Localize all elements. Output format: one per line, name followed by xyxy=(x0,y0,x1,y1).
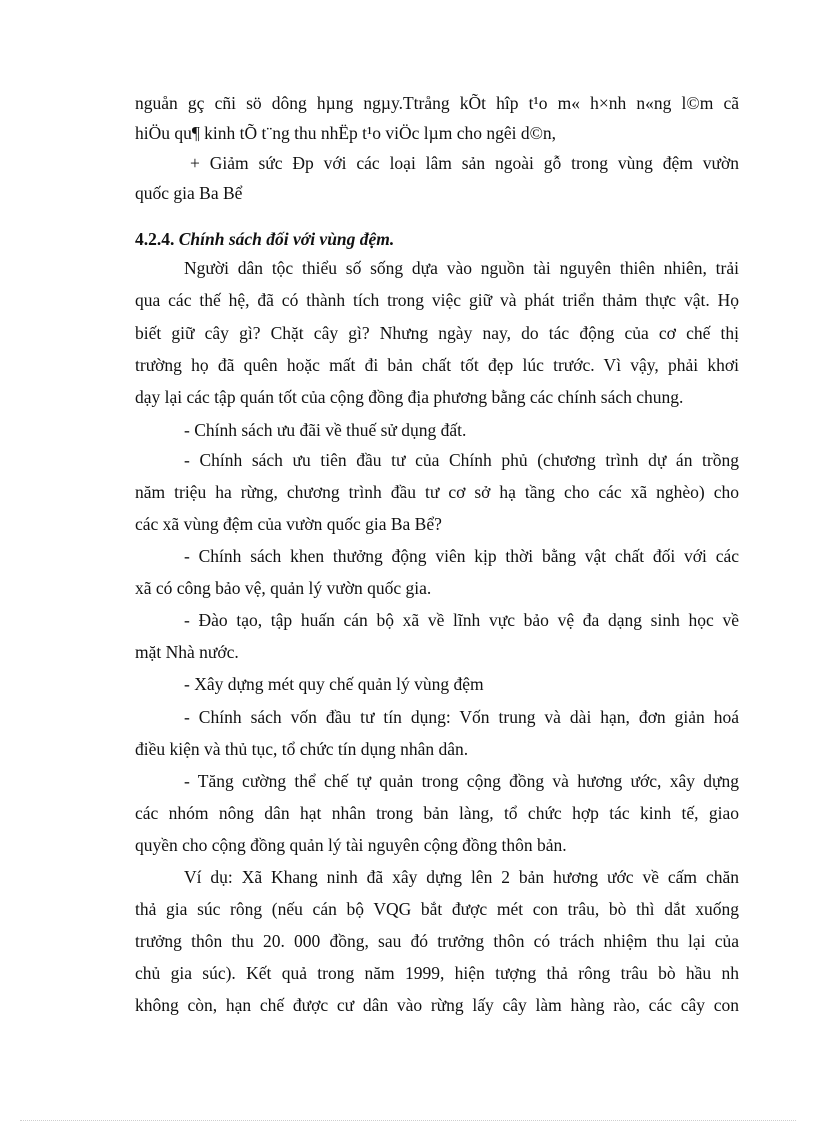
paragraph-line: biết giữ cây gì? Chặt cây gì? Nhưng ngày nay, do tác động của cơ chế thị xyxy=(135,323,739,343)
section-heading-number: 4.2.4. xyxy=(135,229,175,249)
paragraph-line: không còn, hạn chế được cư dân vào rừng lấy cây làm hàng rào, các cây con xyxy=(135,995,739,1015)
paragraph-line: Người dân tộc thiểu số sống dựa vào nguồn tài nguyên thiên nhiên, trải xyxy=(184,258,739,278)
paragraph-line: hiÖu qu¶ kinh tÕ t¨ng thu nhËp t¹o viÖc lµm cho ngêi d©n, xyxy=(135,123,557,143)
list-item: - Xây dựng mét quy chế quản lý vùng đệm xyxy=(184,674,484,694)
paragraph-line: chủ gia súc). Kết quả trong năm 1999, hiện tượng thả rông trâu bò hầu nh xyxy=(135,963,739,983)
section-heading xyxy=(135,228,394,250)
paragraph-line: xã có công bảo vệ, quản lý vườn quốc gia. xyxy=(135,578,432,598)
paragraph-line: thả gia súc rông (nếu cán bộ VQG bắt được mét con trâu, bò thì dắt xuống xyxy=(135,899,739,919)
paragraph-line: năm triệu ha rừng, chương trình đầu tư cơ sở hạ tầng cho các xã nghèo) cho xyxy=(135,482,739,502)
list-item: - Chính sách ưu tiên đầu tư của Chính phủ (chương trình dự án trồng xyxy=(184,450,739,470)
paragraph-line: các nhóm nông dân hạt nhân trong bản làng, tổ chức hợp tác kinh tế, giao xyxy=(135,803,739,823)
page-bottom-divider xyxy=(20,1120,796,1121)
paragraph-line: trường họ đã quên hoặc mất đi bản chất tốt đẹp lúc trước. Vì vậy, phải khơi xyxy=(135,355,739,375)
paragraph-line: điều kiện và thủ tục, tổ chức tín dụng nhân dân. xyxy=(135,739,469,759)
paragraph-line: + Giảm sức Ðp với các loại lâm sản ngoài gỗ trong vùng đệm vườn xyxy=(190,153,739,173)
paragraph-line: các xã vùng đệm của vườn quốc gia Ba Bể? xyxy=(135,514,442,534)
paragraph-line: dạy lại các tập quán tốt của cộng đồng địa phương bằng các chính sách chung. xyxy=(135,387,684,407)
paragraph-line: quốc gia Ba Bể xyxy=(135,183,243,203)
list-item: - Chính sách vốn đầu tư tín dụng: Vốn trung và dài hạn, đơn giản hoá xyxy=(184,707,739,727)
list-item: - Chính sách khen thưởng động viên kịp thời bằng vật chất đối với các xyxy=(184,546,739,566)
list-item: - Đào tạo, tập huấn cán bộ xã về lĩnh vực bảo vệ đa dạng sinh học về xyxy=(184,610,739,630)
list-item: - Tăng cường thể chế tự quản trong cộng đồng và hương ước, xây dựng xyxy=(184,771,739,791)
paragraph-line: mặt Nhà nước. xyxy=(135,642,239,662)
paragraph-line: qua các thế hệ, đã có thành tích trong việc giữ và phát triển thảm thực vật. Họ xyxy=(135,290,739,310)
paragraph-line: trưởng thôn thu 20. 000 đồng, sau đó trưởng thôn có trách nhiệm thu lại của xyxy=(135,931,739,951)
paragraph-line: quyền cho cộng đồng quản lý tài nguyên cộng đồng thôn bản. xyxy=(135,835,567,855)
paragraph-line: Ví dụ: Xã Khang ninh đã xây dựng lên 2 bản hương ước về cấm chăn xyxy=(184,867,739,887)
paragraph-line: nguån gç cñi sö dông hµng ngµy.Ttrång kÕt hîp t¹o m« h×nh n«ng l©m cã xyxy=(135,93,739,113)
list-item: - Chính sách ưu đãi về thuế sử dụng đất. xyxy=(184,420,467,440)
section-heading-title: Chính sách đối với vùng đệm. xyxy=(178,229,395,249)
